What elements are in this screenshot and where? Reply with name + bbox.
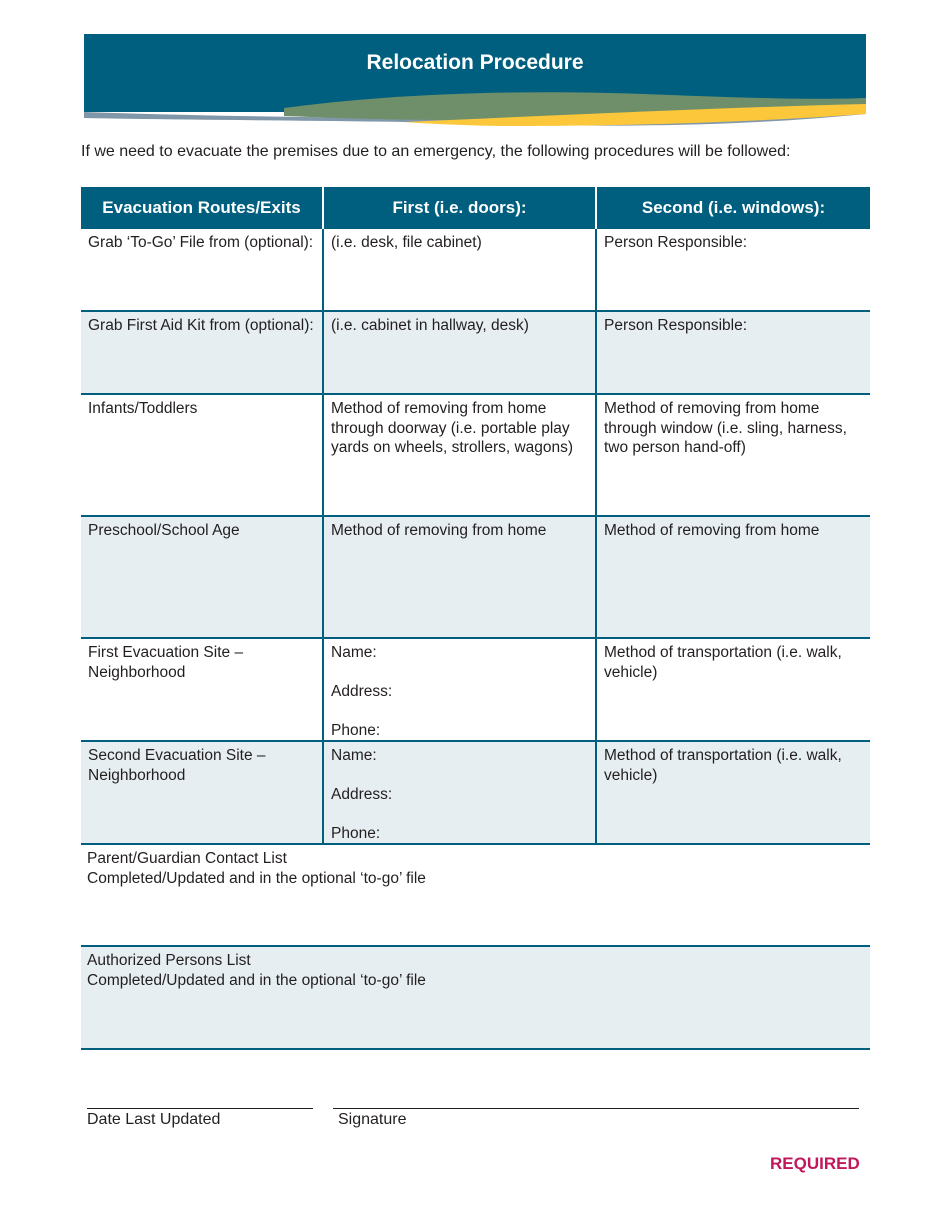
header-second: Second (i.e. windows):: [595, 187, 870, 229]
table-row: [81, 517, 870, 639]
date-line[interactable]: [87, 1108, 313, 1109]
first-cell[interactable]: (i.e. cabinet in hallway, desk): [322, 312, 595, 393]
row-label: Preschool/School Age: [88, 522, 240, 539]
authorized-persons-title: Authorized Persons List: [87, 952, 251, 969]
first-cell[interactable]: Method of removing from home: [322, 517, 595, 637]
site-phone-label: Phone:: [331, 722, 381, 739]
row-label: Grab First Aid Kit from (optional):: [88, 317, 314, 334]
evacuation-table: [81, 187, 870, 1050]
authorized-persons-note: Completed/Updated and in the optional ‘to-go’ file: [87, 971, 426, 989]
second-cell[interactable]: Method of removing from home: [595, 517, 870, 637]
table-row: [81, 639, 870, 742]
first-cell[interactable]: (i.e. desk, file cabinet): [322, 229, 595, 310]
site-contact-cell[interactable]: [322, 742, 595, 843]
table-row: [81, 312, 870, 395]
table-row: [81, 229, 870, 312]
header-routes: Evacuation Routes/Exits: [102, 198, 301, 218]
header-banner: [84, 34, 866, 128]
date-label: Date Last Updated: [87, 1111, 221, 1128]
second-cell[interactable]: Person Responsible:: [595, 312, 870, 393]
site-address-label: Address:: [331, 786, 393, 803]
intro-text: If we need to evacuate the premises due to an emergency, the following procedures will be followed:: [81, 143, 791, 160]
row-label: First Evacuation Site – Neighborhood: [88, 644, 244, 681]
contact-list-note: Completed/Updated and in the optional ‘to-go’ file: [87, 869, 426, 887]
site-contact-cell[interactable]: [322, 639, 595, 740]
transport-cell[interactable]: Method of transportation (i.e. walk, vehicle): [595, 639, 870, 740]
second-cell[interactable]: Person Responsible:: [595, 229, 870, 310]
row-label: Infants/Toddlers: [88, 400, 198, 417]
authorized-persons-row[interactable]: [81, 947, 870, 1050]
site-phone-label: Phone:: [331, 825, 381, 842]
table-header-row: [81, 187, 870, 229]
site-address-label: Address:: [331, 683, 393, 700]
page-title: Relocation Procedure: [366, 51, 584, 74]
first-cell[interactable]: Method of removing from home through doorway (i.e. portable play yards on wheels, strollers, wagons): [322, 395, 595, 515]
site-name-label: Name:: [331, 644, 377, 661]
transport-cell[interactable]: Method of transportation (i.e. walk, vehicle): [595, 742, 870, 843]
required-label: REQUIRED: [770, 1154, 860, 1173]
second-cell[interactable]: Method of removing from home through window (i.e. sling, harness, two person hand-off): [595, 395, 870, 515]
row-label: Grab ‘To-Go’ File from (optional):: [88, 234, 314, 251]
table-row: [81, 742, 870, 845]
signature-line[interactable]: [333, 1108, 859, 1109]
row-label: Second Evacuation Site – Neighborhood: [88, 747, 266, 784]
banner-wave-graphic: [84, 34, 866, 128]
site-name-label: Name:: [331, 747, 377, 764]
table-row: [81, 395, 870, 517]
contact-list-title: Parent/Guardian Contact List: [87, 850, 287, 867]
signature-label: Signature: [338, 1111, 407, 1128]
contact-list-row[interactable]: [81, 845, 870, 947]
header-first: First (i.e. doors):: [322, 187, 595, 229]
